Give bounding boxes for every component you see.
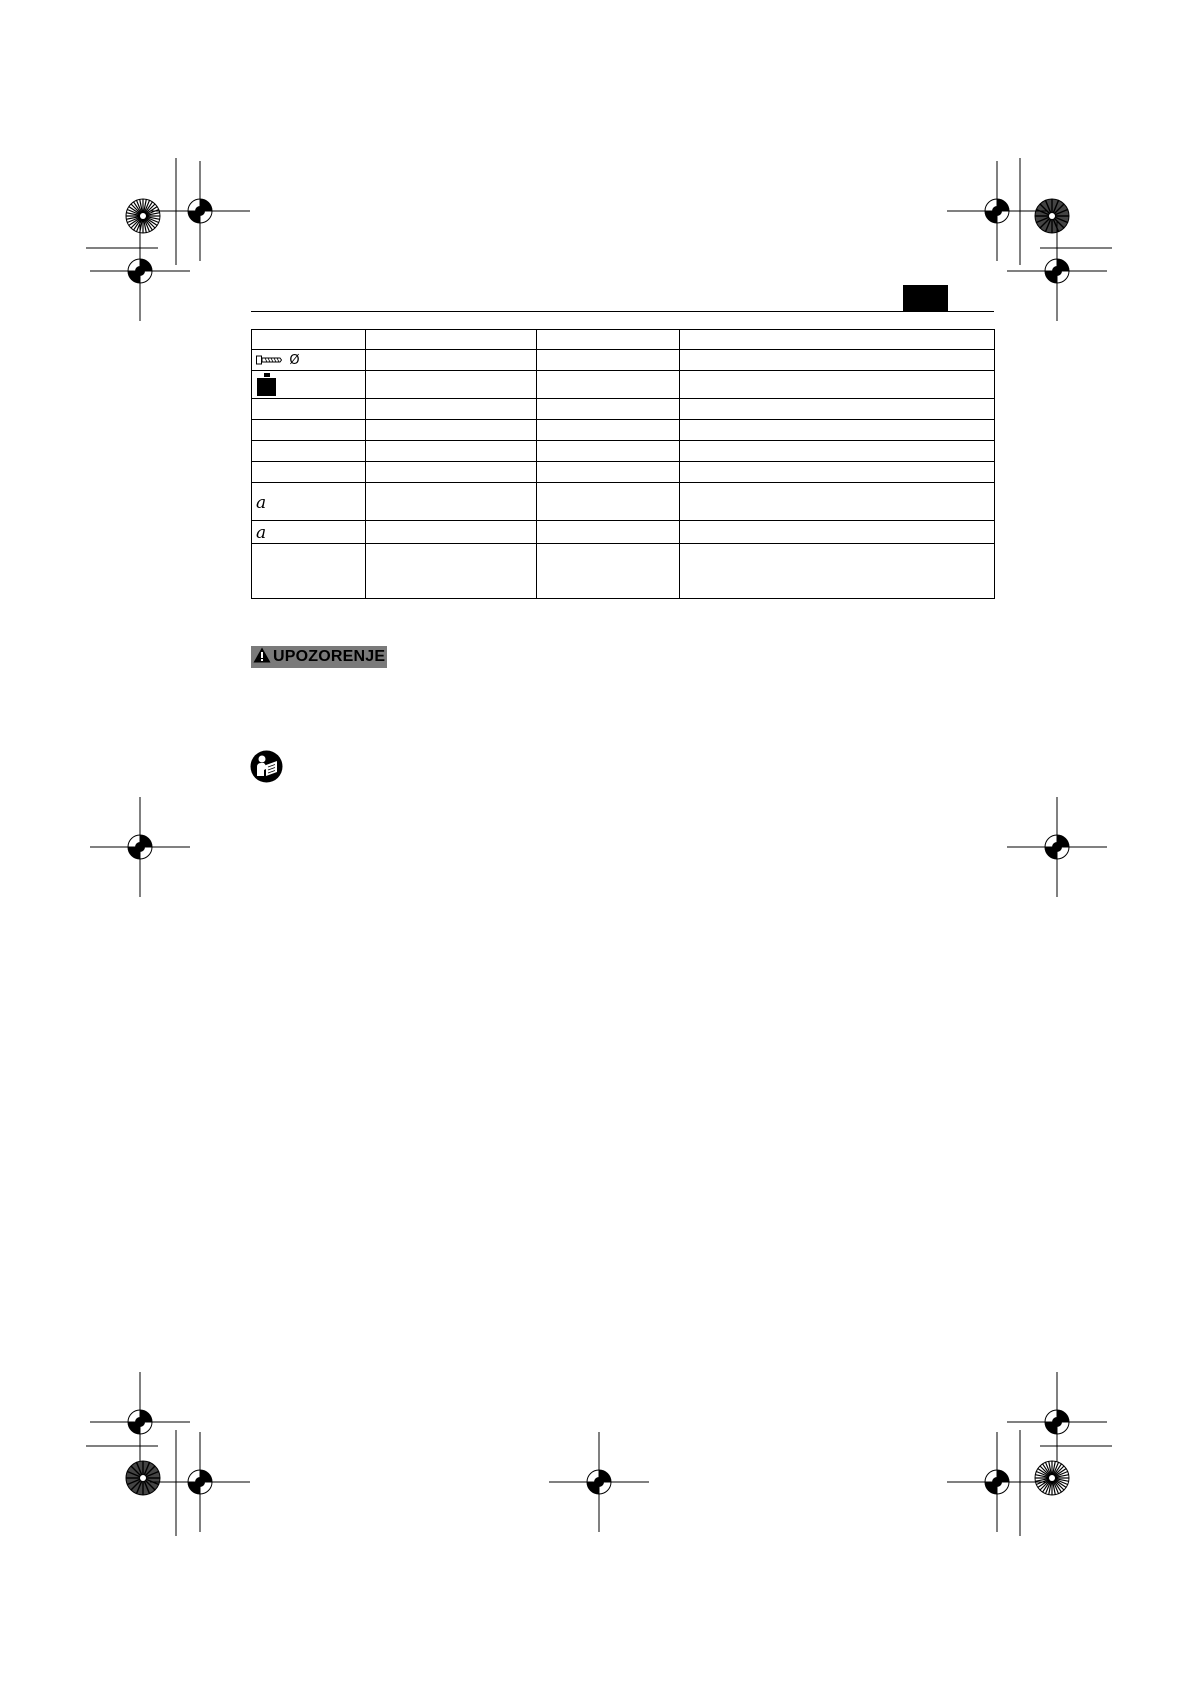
diameter-symbol: Ø (289, 352, 300, 368)
table-row (252, 399, 995, 420)
language-tab (903, 285, 948, 311)
table-row (252, 462, 995, 483)
vibration-symbol: a (256, 523, 267, 543)
warning-text: UPOZORENJE (273, 648, 386, 665)
table-row (252, 483, 995, 521)
table-row (252, 544, 995, 599)
weight-icon (256, 377, 278, 391)
table-row (252, 521, 995, 544)
drill-bit-icon (256, 353, 285, 367)
spec-table (251, 329, 995, 599)
vibration-symbol: a (256, 492, 267, 513)
warning-triangle-icon (253, 647, 271, 668)
table-row (252, 350, 995, 371)
table-header-row (252, 330, 995, 350)
table-row (252, 371, 995, 399)
table-row (252, 420, 995, 441)
warning-label (251, 646, 387, 668)
header-rule (251, 311, 994, 312)
read-manual-icon (250, 750, 283, 783)
table-row (252, 441, 995, 462)
